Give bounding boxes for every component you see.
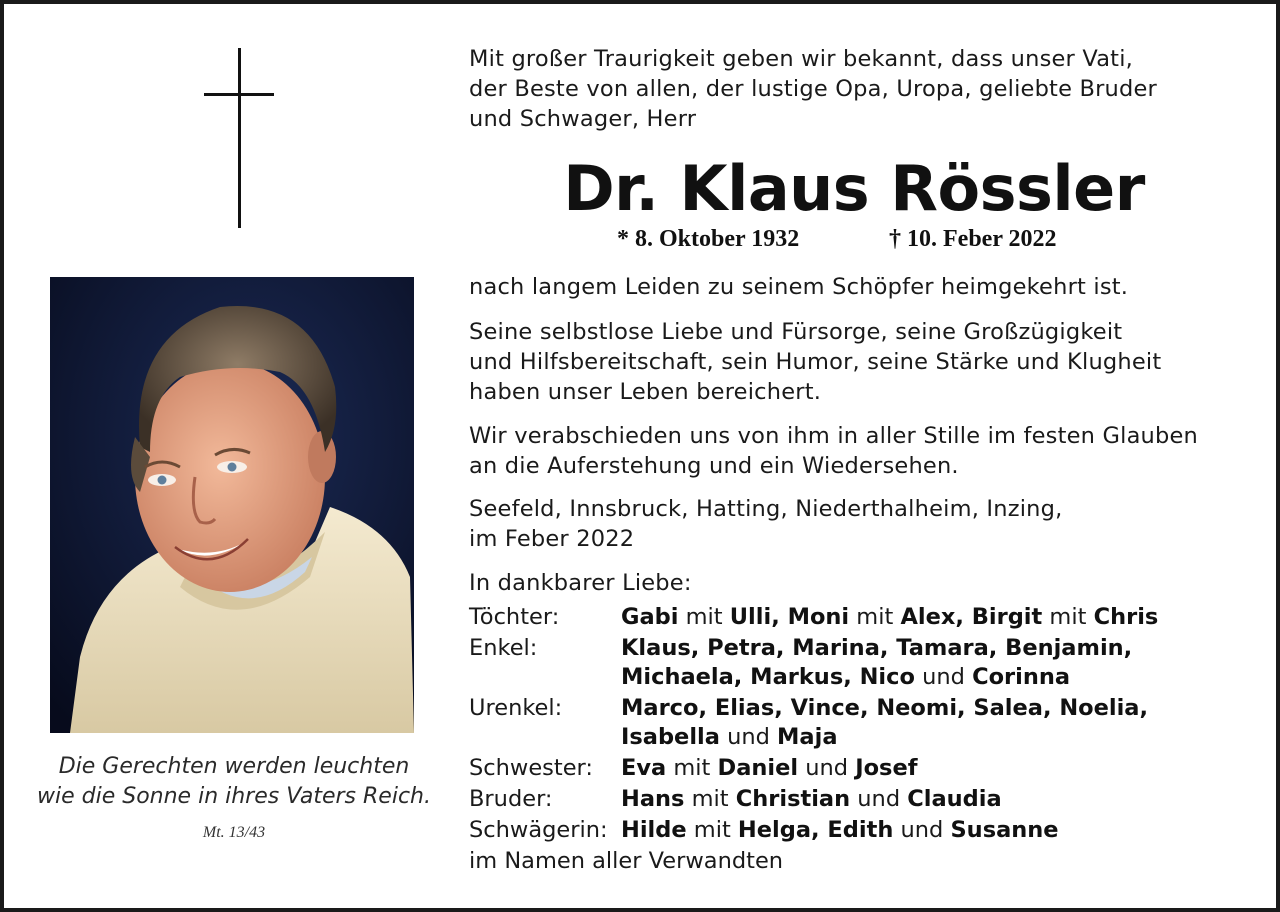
tribute-line-3: haben unser Leben bereichert. (469, 379, 822, 405)
family-label: Enkel: (469, 635, 538, 661)
tribute-line-2: und Hilfsbereitschaft, sein Humor, seine Stärke und Klugheit (469, 349, 1162, 375)
thanks-line: In dankbarer Liebe: (469, 570, 692, 596)
farewell-line-2: an die Auferstehung und ein Wiedersehen. (469, 453, 959, 479)
family-members: Hilde mit Helga, Edith und Susanne (621, 817, 1059, 843)
deceased-name: Dr. Klaus Rössler (563, 152, 1145, 225)
portrait-photo (50, 277, 414, 733)
birth-date: * 8. Oktober 1932 (617, 226, 800, 252)
family-label: Bruder: (469, 786, 553, 812)
family-label: Urenkel: (469, 695, 563, 721)
family-members: Gabi mit Ulli, Moni mit Alex, Birgit mit Chris (621, 604, 1159, 630)
death-date: † 10. Feber 2022 (889, 226, 1057, 252)
intro-line-3: und Schwager, Herr (469, 106, 697, 132)
tribute-line-1: Seine selbstlose Liebe und Fürsorge, seine Großzügigkeit (469, 319, 1123, 345)
family-members: Michaela, Markus, Nico und Corinna (621, 664, 1071, 690)
family-label: Töchter: (469, 604, 560, 630)
date-line: im Feber 2022 (469, 526, 635, 552)
farewell-line-1: Wir verabschieden uns von ihm in aller Stille im festen Glauben (469, 423, 1198, 449)
quote-line-2: wie die Sonne in ihres Vaters Reich. (37, 784, 431, 809)
family-members: Marco, Elias, Vince, Neomi, Salea, Noelia, (621, 695, 1149, 721)
return-text: nach langem Leiden zu seinem Schöpfer heimgekehrt ist. (469, 274, 1129, 300)
intro-line-2: der Beste von allen, der lustige Opa, Uropa, geliebte Bruder (469, 76, 1157, 102)
intro-line-1: Mit großer Traurigkeit geben wir bekannt, dass unser Vati, (469, 46, 1134, 72)
family-members: Isabella und Maja (621, 724, 838, 750)
family-label: Schwägerin: (469, 817, 608, 843)
quote-line-1: Die Gerechten werden leuchten (58, 754, 410, 779)
family-label: Schwester: (469, 755, 593, 781)
closing-line: im Namen aller Verwandten (469, 848, 784, 874)
family-members: Klaus, Petra, Marina, Tamara, Benjamin, (621, 635, 1133, 661)
place-line: Seefeld, Innsbruck, Hatting, Niederthalheim, Inzing, (469, 496, 1063, 522)
family-members: Hans mit Christian und Claudia (621, 786, 1002, 812)
family-members: Eva mit Daniel und Josef (621, 755, 918, 781)
cross-icon (204, 48, 274, 228)
quote-reference: Mt. 13/43 (202, 824, 266, 841)
